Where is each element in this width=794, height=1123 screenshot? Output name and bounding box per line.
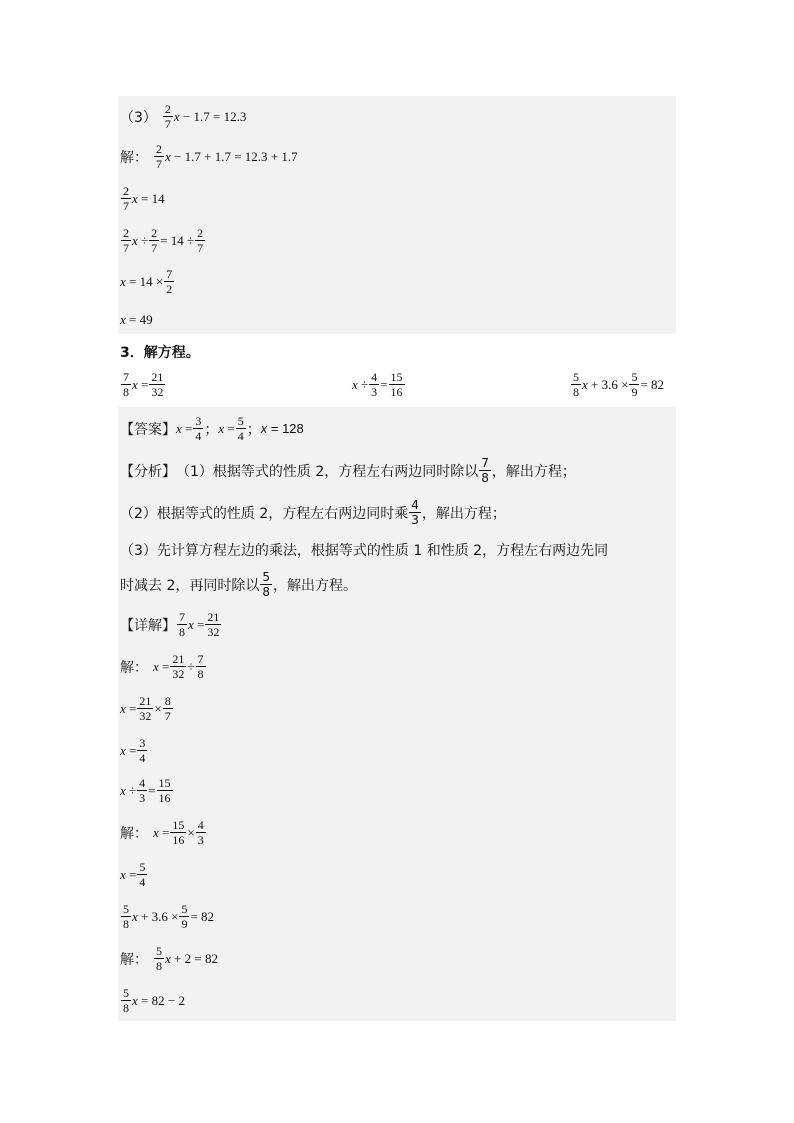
detail-e2: x ÷ $\frac{4}{3}$ = $\frac{15}{16}$ bbox=[120, 776, 171, 805]
detail-e3: $\frac{5}{8}$ x + 3.6 × $\frac{5}{9}$ = 82 bbox=[123, 902, 215, 931]
answer-line: 【答案】 x = $\frac{3}{4}$ ； x = $\frac{5}{4}$ ； x = 128 bbox=[120, 414, 304, 443]
detail-e3-step2: $\frac{5}{8}$ x = 82 − 2 bbox=[123, 986, 185, 1015]
detail-e2-step2: x = $\frac{5}{4}$ bbox=[120, 860, 146, 889]
question-3-heading: 3．解方程。 bbox=[120, 345, 200, 361]
solve-label: 解： bbox=[120, 149, 148, 166]
q3-equation-1: $\frac{7}{8}$ x = $\frac{21}{32}$ bbox=[123, 370, 164, 399]
detail-e3-step1: 解： $\frac{5}{8}$ x + 2 = 82 bbox=[120, 944, 218, 973]
analysis-p1: 【分析】 （1）根据等式的性质 2，方程左右两边同时除以 $\frac{7}{8}$ ，解出方程； bbox=[120, 456, 576, 485]
part3-equation: （3） $\frac{2}{7}$ x − 1.7 = 12.3 bbox=[120, 102, 247, 131]
part3-step2: $\frac{2}{7}$ x = 14 bbox=[123, 184, 165, 213]
part3-label: （3） bbox=[120, 109, 157, 126]
detail-e1: 【详解】 $\frac{7}{8}$ x = $\frac{21}{32}$ bbox=[120, 610, 220, 639]
detail-e1-step3: x = $\frac{3}{4}$ bbox=[120, 736, 146, 765]
analysis-p3-line1: （3）先计算方程左边的乘法，根据等式的性质 1 和性质 2，方程左右两边先同 bbox=[120, 543, 609, 559]
worked-solution-panel bbox=[118, 96, 676, 334]
detail-e1-step1: 解： x = $\frac{21}{32}$ ÷ $\frac{7}{8}$ bbox=[120, 652, 204, 681]
analysis-label: 【分析】 bbox=[120, 463, 176, 480]
detail-label: 【详解】 bbox=[120, 617, 176, 634]
q3-equation-3: $\frac{5}{8}$ x + 3.6 × $\frac{5}{9}$ = 82 bbox=[573, 370, 665, 399]
answer-label: 【答案】 bbox=[120, 421, 176, 438]
analysis-p2: （2）根据等式的性质 2，方程左右两边同时乘 $\frac{4}{3}$ ，解出方程； bbox=[120, 498, 506, 527]
part3-step3: $\frac{2}{7}$ x ÷ $\frac{2}{7}$ = 14 ÷ $\frac{2}{7}$ bbox=[123, 226, 204, 255]
analysis-p3-line2: 时减去 2，再同时除以 $\frac{5}{8}$ ，解出方程。 bbox=[120, 570, 357, 599]
q3-equation-2: x ÷ $\frac{4}{3}$ = $\frac{15}{16}$ bbox=[352, 370, 403, 399]
detail-e1-step2: x = $\frac{21}{32}$ × $\frac{8}{7}$ bbox=[120, 694, 171, 723]
part3-step4: x = 14 × $\frac{7}{2}$ bbox=[120, 267, 173, 296]
detail-e2-step1: 解： x = $\frac{15}{16}$ × $\frac{4}{3}$ bbox=[120, 818, 204, 847]
part3-step1: 解： $\frac{2}{7}$ x − 1.7 + 1.7 = 12.3 + 1.7 bbox=[120, 142, 298, 171]
part3-step5: x = 49 bbox=[120, 312, 153, 327]
